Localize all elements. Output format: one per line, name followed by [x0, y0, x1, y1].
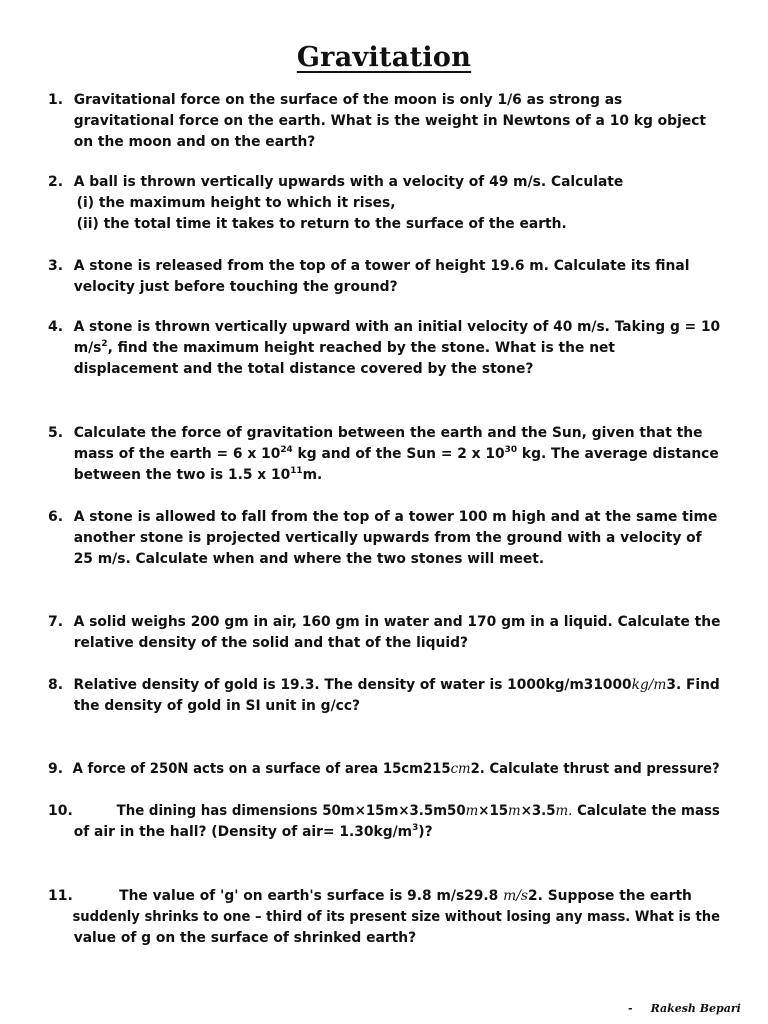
question-number: 6. — [48, 509, 64, 525]
question-number: 10. — [48, 803, 73, 819]
question-text: another stone is projected vertically upwards from the ground with a velocity of — [73, 529, 702, 546]
question-5 — [48, 423, 728, 485]
question-text: displacement and the total distance covered by the stone? — [73, 360, 534, 377]
question-number: 2. — [48, 174, 64, 190]
question-text: A ball is thrown vertically upwards with a velocity of 49 m/s. Calculate — [73, 174, 624, 190]
question-9 — [48, 759, 728, 780]
question-number: 7. — [48, 614, 64, 630]
question-text: A solid weighs 200 gm in air, 160 gm in water and 170 gm in a liquid. Calculate the — [73, 614, 721, 630]
question-number: 5. — [48, 425, 64, 441]
question-text: of air in the hall? (Density of $air= 1.30kg/m^3$)? — [73, 822, 433, 840]
question-11 — [48, 886, 728, 948]
question-text: The value of 'g' on earth's surface is 9.8 m/s29.8 m/s2. Suppose the earth — [119, 888, 692, 904]
question-number: 11. — [48, 888, 73, 904]
question-text: A force of 250N acts on a surface of area 15cm215cm2. Calculate thrust and pressure? — [72, 761, 720, 777]
signature-dash: - — [628, 1002, 633, 1015]
question-text: A stone is released from the top of a tower of height 19.6 m. Calculate its final — [73, 258, 690, 274]
question-8 — [48, 675, 728, 717]
question-text: Gravitational force on the surface of the moon is only 1/6 as strong as — [73, 92, 623, 108]
question-number: 4. — [48, 319, 64, 335]
signature-name: Rakesh Bepari — [650, 1002, 741, 1015]
question-number: 1. — [48, 92, 64, 108]
question-2 — [48, 172, 728, 234]
question-subpart: (i) the maximum height to which it rises, — [76, 194, 396, 211]
question-text: on the moon and on the earth? — [73, 133, 316, 150]
question-text: A stone is thrown vertically upward with an initial velocity of 40 m/s. Taking g = 10 — [73, 319, 721, 335]
question-number: 8. — [48, 677, 64, 693]
question-text: the density of gold in SI unit in g/cc? — [73, 697, 361, 714]
question-4 — [48, 317, 728, 379]
question-number: 9. — [48, 761, 64, 777]
question-6 — [48, 507, 728, 569]
author-signature — [628, 1002, 741, 1015]
question-3 — [48, 256, 728, 298]
question-10 — [48, 801, 728, 843]
question-1 — [48, 90, 728, 152]
question-text: between the two is 1.5 x $10^{11}m$. — [73, 465, 323, 483]
question-text: Calculate the force of gravitation between the earth and the Sun, given that the — [73, 425, 703, 441]
page-title: Gravitation — [296, 42, 472, 73]
question-text: suddenly shrinks to one – third of its present size without losing any mass. What is the — [72, 908, 721, 925]
question-text: velocity just before touching the ground? — [73, 278, 398, 295]
question-text: $m/s^2$, find the maximum height reached by the stone. What is the net — [73, 338, 616, 356]
question-subpart: (ii) the total time it takes to return to the surface of the earth. — [76, 215, 567, 232]
question-text: relative density of the solid and that of the liquid? — [73, 634, 469, 651]
question-text: Relative density of gold is 19.3. The density of water is 1000kg/m31000kg/m3. Find — [73, 677, 720, 693]
question-text: 25 m/s. Calculate when and where the two stones will meet. — [73, 550, 545, 567]
question-text: A stone is allowed to fall from the top of a tower 100 m high and at the same time — [73, 509, 718, 525]
question-text: value of g on the surface of shrinked earth? — [73, 929, 417, 946]
question-text: gravitational force on the earth. What is the weight in Newtons of a 10 kg object — [73, 112, 707, 129]
question-text: The dining has dimensions 50m×15m×3.5m50m×15m×3.5m. Calculate the mass — [116, 803, 720, 819]
question-7 — [48, 612, 728, 654]
question-number: 3. — [48, 258, 64, 274]
question-text: mass of the earth = 6 x $10^{24}$ kg and of the Sun = 2 x $10^{30}$ kg. The average distance — [73, 444, 719, 462]
